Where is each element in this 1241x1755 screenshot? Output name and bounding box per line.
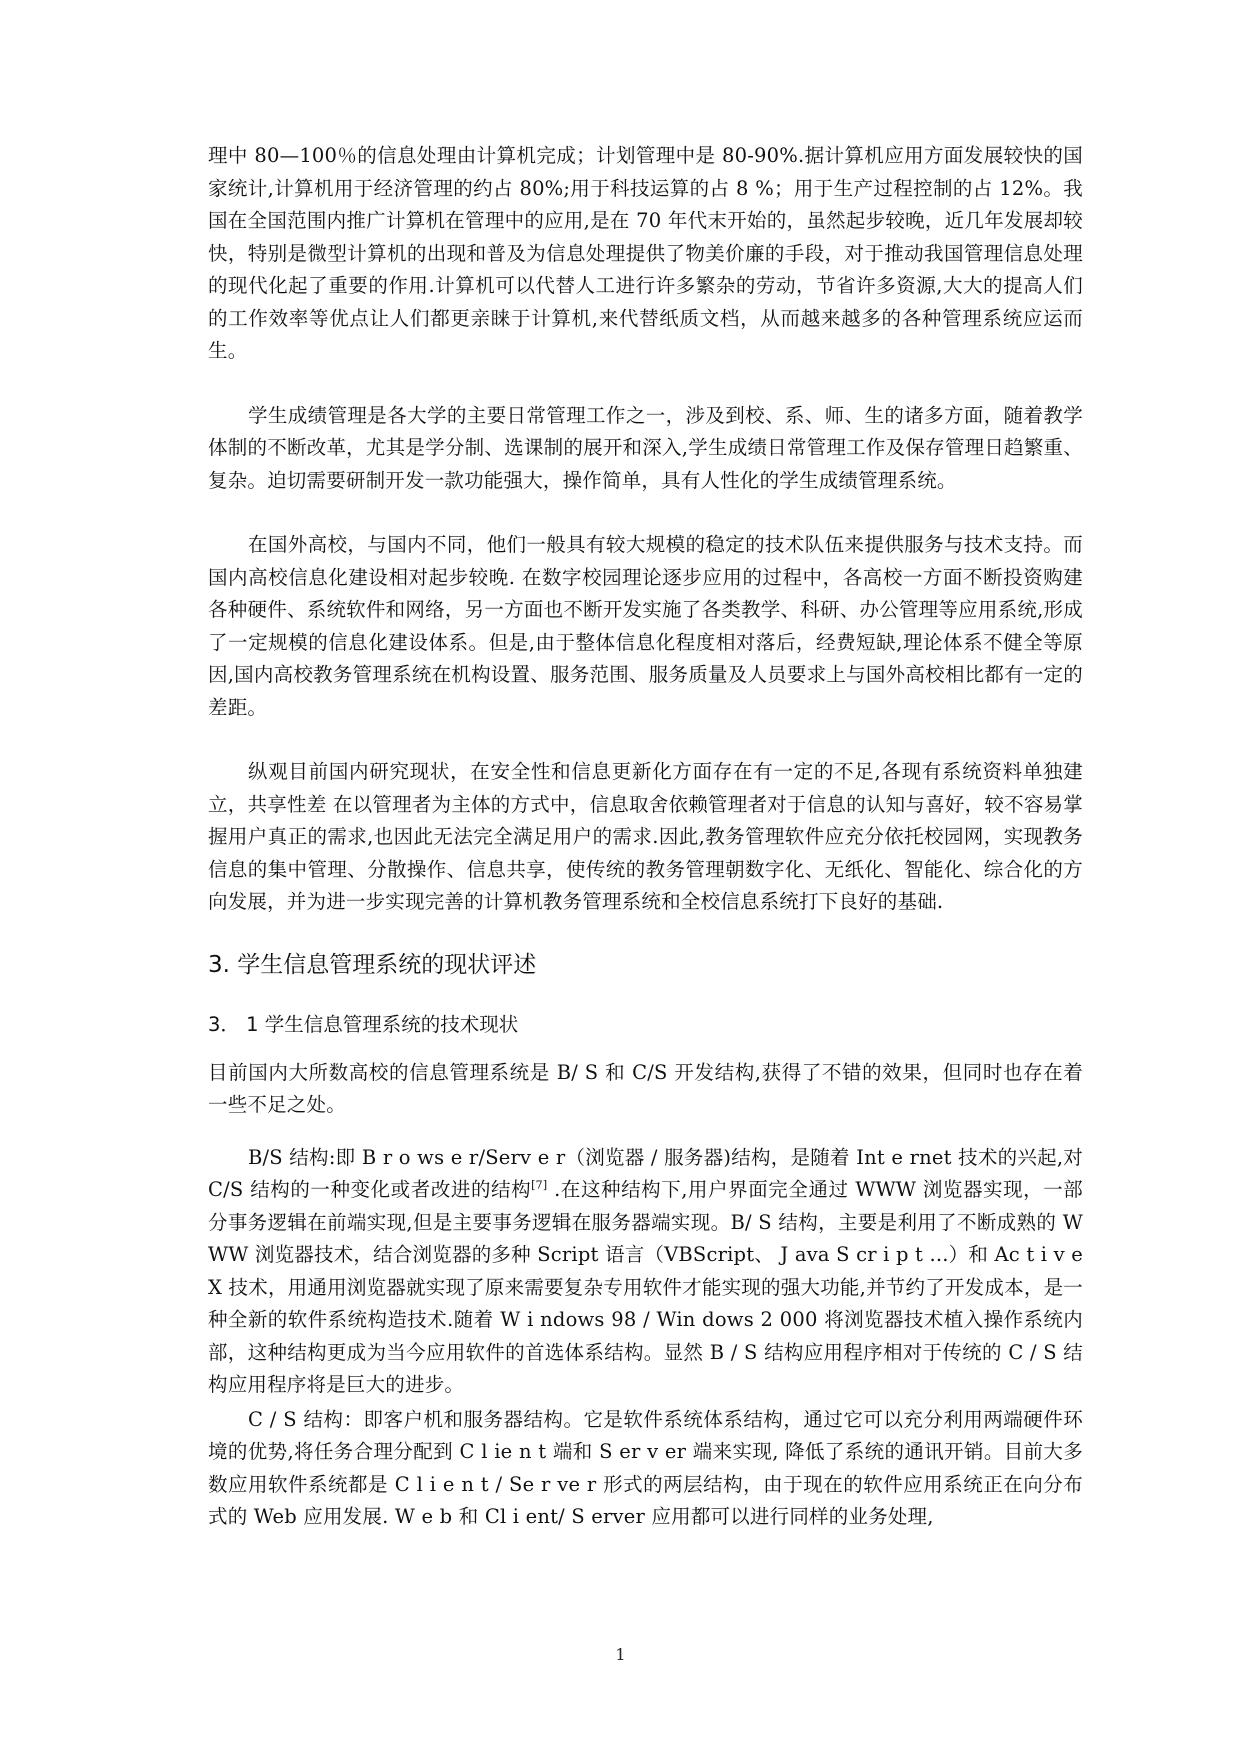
page-number: 1 — [615, 1645, 626, 1664]
page-content — [208, 140, 1083, 1534]
paragraph-computer-management-stats: 理中 80—100％的信息处理由计算机完成；计划管理中是 80-90%.据计算机应用方面发展较快的国家统计,计算机用于经济管理的约占 80%;用于科技运算的占 8 %；用于生产过程控制的占 12%。我国在全国范围内推广计算机在管理中的应用,是在 70 年代末开始的，虽然起步较晚，近几年发展却较快，特别是微型计算机的出现和普及为信息处理提供了物美价廉的手段，对于推动我国管理信息处理的现代化起了重要的作用.计算机可以代替人工进行许多繁杂的劳动，节省许多资源,大大的提高人们的工作效率等优点让人们都更亲睐于计算机,来代替纸质文档，从而越来越多的各种管理系统应运而生。 — [208, 144, 1083, 362]
section-heading-3-1: 3． 1 学生信息管理系统的技术现状 — [208, 1012, 519, 1036]
citation-reference: [7] — [531, 1178, 548, 1192]
section-heading-3: 3. 学生信息管理系统的现状评述 — [208, 951, 537, 978]
bs-structure-text-part2: .在这种结构下,用户界面完全通过 WWW 浏览器实现，一部分事务逻辑在前端实现,但是主要事务逻辑在服务器端实现。B/ S 结构，主要是利用了不断成熟的 WWW 浏览器技术，结合浏览器的多种 Script 语言（VBScript、 J ava S cr i p t ...）和 Ac t i v e X 技术，用通用浏览器就实现了原来需要复杂专用软件才能实现的强大功能,并节约了开发成本，是一种全新的软件系统构造技术.随着 W i ndows 98 / Win dows 2 000 将浏览器技术植入操作系统内部，这种结构更成为当今应用软件的首选体系结构。显然 B / S 结构应用程序相对于传统的 C / S 结构应用程序将是巨大的进步。 — [208, 1178, 1083, 1396]
bs-structure-text-part1: B/S 结构:即 B r o ws e r/Serv e r（浏览器 / 服务器)结构，是随着 Int e rnet 技术的兴起,对 C/S 结构的一种变化或者改进的结构 — [208, 1145, 1083, 1201]
paragraph-cs-structure: C / S 结构：即客户机和服务器结构。它是软件系统体系结构，通过它可以充分利用两端硬件环境的优势,将任务合理分配到 C l ie n t 端和 S er v er 端来实现, 降低了系统的通讯开销。目前大多数应用软件系统都是 C l i e n t / Se r ve r 形式的两层结构，由于现在的软件应用系统正在向分布式的 Web 应用发展. W e b 和 Cl i ent/ S erver 应用都可以进行同样的业务处理, — [208, 1407, 1083, 1528]
paragraph-foreign-universities: 在国外高校，与国内不同，他们一般具有较大规模的稳定的技术队伍来提供服务与技术支持。而国内高校信息化建设相对起步较晚. 在数字校园理论逐步应用的过程中，各高校一方面不断投资购建各种硬件、系统软件和网络，另一方面也不断开发实施了各类教学、科研、办公管理等应用系统,形成了一定规模的信息化建设体系。但是,由于整体信息化程度相对落后，经费短缺,理论体系不健全等原因,国内高校教务管理系统在机构设置、服务范围、服务质量及人员要求上与国外高校相比都有一定的差距。 — [208, 533, 1083, 719]
paragraph-bs-structure — [208, 1142, 1083, 1402]
paragraph-bs-cs-overview: 目前国内大所数高校的信息管理系统是 B/ S 和 C/S 开发结构,获得了不错的效果，但同时也存在着一些不足之处。 — [208, 1060, 1083, 1116]
paragraph-grade-management-intro: 学生成绩管理是各大学的主要日常管理工作之一，涉及到校、系、师、生的诸多方面，随着教学体制的不断改革，尤其是学分制、选课制的展开和深入,学生成绩日常管理工作及保存管理日趋繁重、复杂。迫切需要研制开发一款功能强大，操作简单，具有人性化的学生成绩管理系统。 — [208, 403, 1083, 492]
paragraph-domestic-research-status: 纵观目前国内研究现状，在安全性和信息更新化方面存在有一定的不足,各现有系统资料单独建立，共享性差 在以管理者为主体的方式中，信息取舍依赖管理者对于信息的认知与喜好，较不容易掌握用户真正的需求,也因此无法完全满足用户的需求.因此,教务管理软件应充分依托校园网，实现教务信息的集中管理、分散操作、信息共享，使传统的教务管理朝数字化、无纸化、智能化、综合化的方向发展，并为进一步实现完善的计算机教务管理系统和全校信息系统打下良好的基础. — [208, 760, 1083, 913]
